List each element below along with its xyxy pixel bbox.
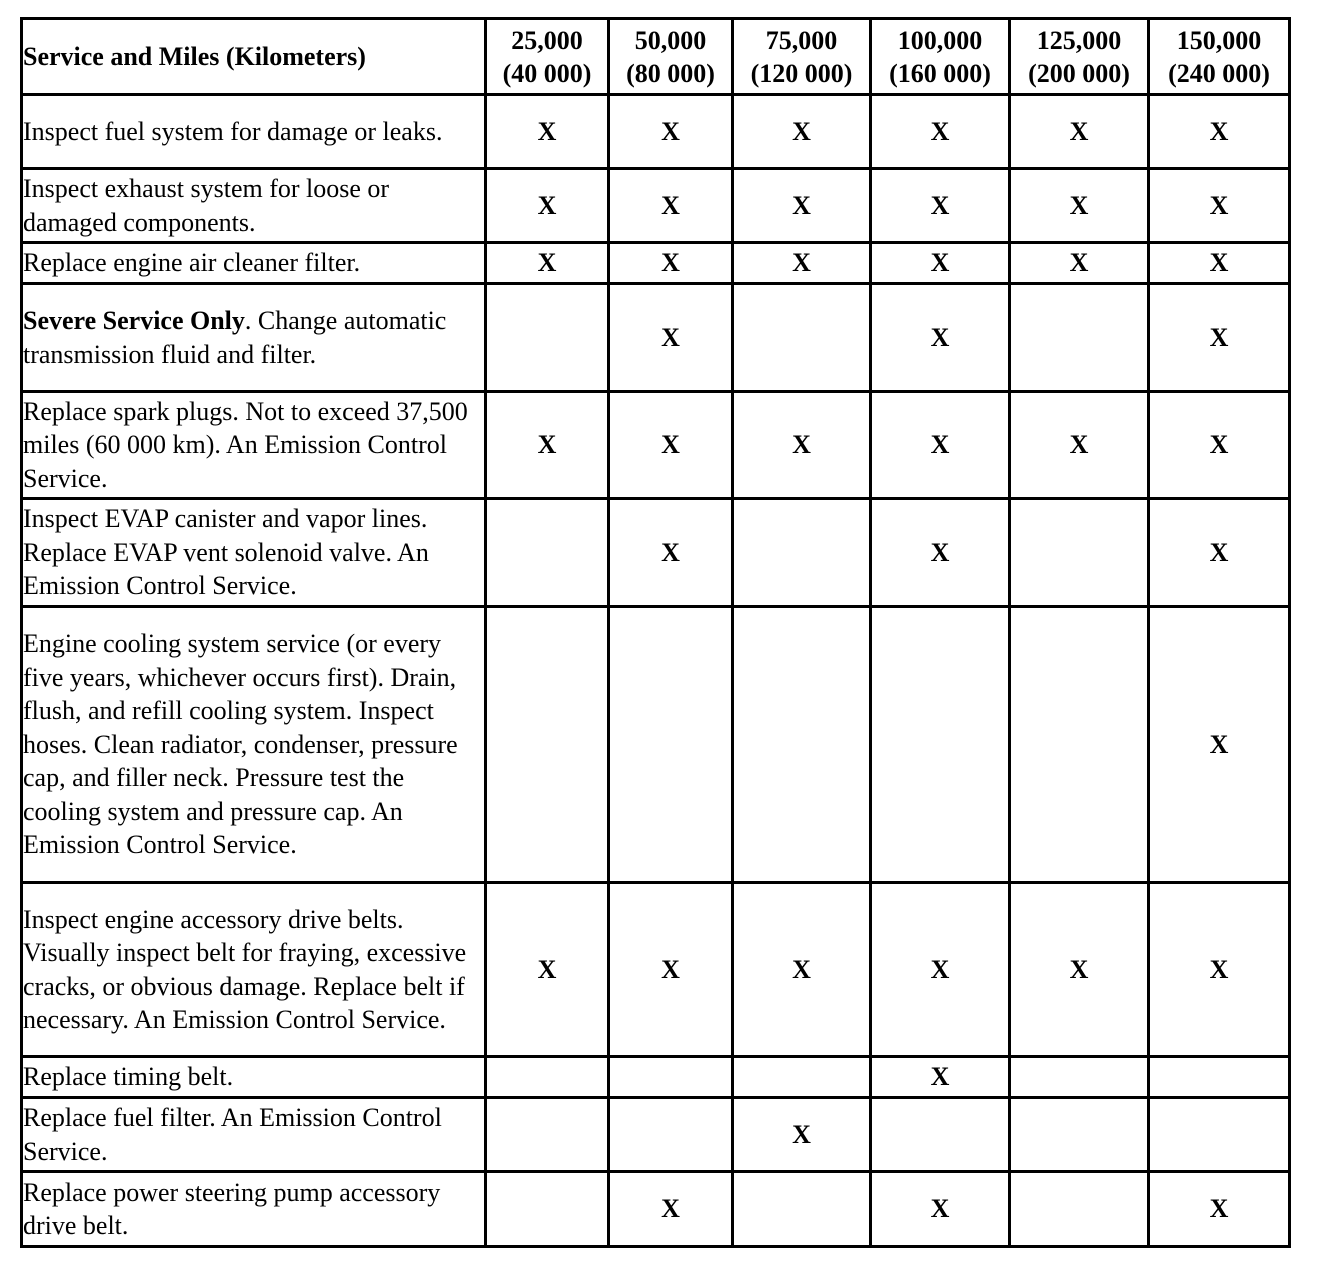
- interval-mark: [1010, 1057, 1149, 1098]
- interval-km: (200 000): [1028, 58, 1130, 88]
- interval-header: [486, 19, 609, 95]
- interval-header: [1149, 19, 1290, 95]
- interval-mark: [486, 1057, 609, 1098]
- service-text: Replace timing belt.: [23, 1062, 234, 1092]
- interval-mark: X: [486, 243, 609, 284]
- interval-km: (240 000): [1168, 58, 1270, 88]
- interval-mark: X: [871, 499, 1010, 607]
- interval-mark: X: [1149, 1172, 1290, 1247]
- interval-miles: 100,000: [897, 25, 983, 55]
- interval-mark: X: [609, 169, 733, 243]
- interval-mark: [1010, 1098, 1149, 1172]
- table-row: [22, 1172, 1290, 1247]
- interval-mark: [1010, 607, 1149, 883]
- interval-header: [871, 19, 1010, 95]
- interval-mark: [486, 284, 609, 392]
- interval-mark: [1149, 1057, 1290, 1098]
- table-row: [22, 883, 1290, 1057]
- interval-mark: X: [733, 169, 871, 243]
- interval-mark: [486, 1172, 609, 1247]
- interval-mark: X: [1010, 243, 1149, 284]
- service-text: Replace fuel filter. An Emission Control Service.: [23, 1103, 442, 1166]
- interval-mark: [1010, 1172, 1149, 1247]
- interval-mark: X: [486, 169, 609, 243]
- interval-miles: 150,000: [1176, 25, 1262, 55]
- service-column-header: Service and Miles (Kilometers): [22, 19, 486, 95]
- interval-km: (120 000): [750, 58, 853, 88]
- service-text: Inspect EVAP canister and vapor lines. Replace EVAP vent solenoid valve. An Emission Control Service.: [23, 504, 429, 601]
- interval-header: [1010, 19, 1149, 95]
- interval-mark: X: [871, 243, 1010, 284]
- interval-miles: 50,000: [634, 25, 707, 55]
- interval-header: [733, 19, 871, 95]
- interval-mark: X: [1010, 392, 1149, 499]
- interval-mark: [1010, 499, 1149, 607]
- table-row: [22, 169, 1290, 243]
- interval-mark: X: [733, 883, 871, 1057]
- service-description: [22, 284, 486, 392]
- interval-mark: X: [871, 169, 1010, 243]
- table-row: [22, 95, 1290, 169]
- interval-mark: X: [486, 392, 609, 499]
- interval-mark: [733, 284, 871, 392]
- interval-mark: X: [1149, 607, 1290, 883]
- schedule-body: [22, 95, 1290, 1247]
- interval-mark: X: [733, 95, 871, 169]
- interval-mark: X: [486, 883, 609, 1057]
- interval-mark: X: [1010, 169, 1149, 243]
- interval-km: (160 000): [889, 58, 991, 88]
- interval-mark: X: [1149, 883, 1290, 1057]
- interval-mark: [733, 607, 871, 883]
- header-row: [22, 19, 1290, 95]
- maintenance-schedule-table: [20, 17, 1291, 1248]
- table-row: [22, 607, 1290, 883]
- interval-mark: X: [1149, 243, 1290, 284]
- service-text: Replace power steering pump accessory drive belt.: [23, 1177, 441, 1240]
- interval-mark: [733, 499, 871, 607]
- service-description: [22, 95, 486, 169]
- interval-mark: X: [609, 499, 733, 607]
- interval-mark: X: [1149, 392, 1290, 499]
- service-text: Replace engine air cleaner filter.: [23, 248, 361, 278]
- interval-mark: X: [733, 392, 871, 499]
- interval-mark: X: [609, 1172, 733, 1247]
- interval-mark: X: [1149, 284, 1290, 392]
- interval-mark: X: [609, 243, 733, 284]
- interval-mark: [1149, 1098, 1290, 1172]
- interval-mark: X: [486, 95, 609, 169]
- interval-miles: 25,000: [511, 25, 583, 55]
- interval-mark: [609, 1057, 733, 1098]
- service-description: [22, 607, 486, 883]
- interval-mark: X: [733, 1098, 871, 1172]
- interval-mark: [1010, 284, 1149, 392]
- interval-mark: X: [871, 1172, 1010, 1247]
- service-description: [22, 169, 486, 243]
- interval-mark: [609, 1098, 733, 1172]
- interval-mark: X: [871, 284, 1010, 392]
- interval-mark: [609, 607, 733, 883]
- interval-mark: X: [733, 243, 871, 284]
- table-row: [22, 392, 1290, 499]
- table-row: [22, 284, 1290, 392]
- interval-mark: X: [609, 95, 733, 169]
- interval-mark: [486, 1098, 609, 1172]
- interval-mark: X: [609, 883, 733, 1057]
- interval-miles: 75,000: [765, 25, 838, 55]
- table-row: [22, 1057, 1290, 1098]
- interval-km: (40 000): [502, 58, 592, 88]
- interval-mark: [486, 607, 609, 883]
- interval-mark: X: [871, 1057, 1010, 1098]
- interval-header: [609, 19, 733, 95]
- service-emphasis: Severe Service Only: [23, 306, 245, 335]
- service-description: [22, 392, 486, 499]
- service-description: [22, 883, 486, 1057]
- interval-mark: [871, 1098, 1010, 1172]
- interval-mark: [486, 499, 609, 607]
- interval-mark: X: [609, 284, 733, 392]
- interval-miles: 125,000: [1036, 25, 1122, 55]
- interval-mark: X: [871, 883, 1010, 1057]
- service-text: Inspect exhaust system for loose or damaged components.: [23, 174, 390, 237]
- service-text: . Change automatic transmission fluid and filter.: [23, 306, 447, 369]
- interval-mark: X: [871, 95, 1010, 169]
- interval-mark: X: [1149, 499, 1290, 607]
- service-text: Inspect engine accessory drive belts. Visually inspect belt for fraying, excessive cracks, or obvious damage. Replace belt if necessary. An Emission Control Service.: [23, 904, 467, 1034]
- interval-mark: [733, 1057, 871, 1098]
- table-row: [22, 243, 1290, 284]
- service-description: [22, 1057, 486, 1098]
- service-text: Replace spark plugs. Not to exceed 37,500 miles (60 000 km). An Emission Control Service.: [23, 396, 468, 493]
- interval-mark: X: [1149, 169, 1290, 243]
- service-text: Engine cooling system service (or every five years, whichever occurs first). Drain, flush, and refill cooling system. Inspect hoses. Clean radiator, condenser, pressure cap, and filler neck. Pressure test the cooling system and pressure cap. An Emission Control Service.: [23, 629, 458, 860]
- interval-km: (80 000): [626, 58, 715, 88]
- interval-mark: X: [1010, 95, 1149, 169]
- interval-mark: X: [871, 392, 1010, 499]
- service-text: Inspect fuel system for damage or leaks.: [23, 116, 443, 146]
- interval-mark: X: [609, 392, 733, 499]
- interval-mark: [871, 607, 1010, 883]
- table-row: [22, 499, 1290, 607]
- service-description: [22, 499, 486, 607]
- service-description: [22, 243, 486, 284]
- service-description: [22, 1172, 486, 1247]
- interval-mark: [733, 1172, 871, 1247]
- interval-mark: X: [1010, 883, 1149, 1057]
- table-row: [22, 1098, 1290, 1172]
- interval-mark: X: [1149, 95, 1290, 169]
- service-description: [22, 1098, 486, 1172]
